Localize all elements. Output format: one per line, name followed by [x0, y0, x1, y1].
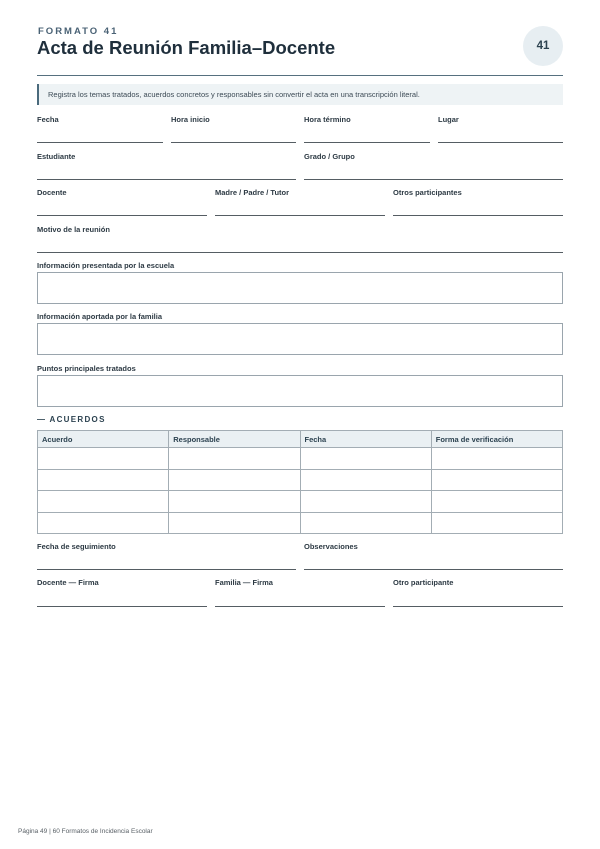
format-number-badge: 41: [523, 26, 563, 66]
fecha-seguimiento-field[interactable]: [37, 569, 296, 570]
table-cell[interactable]: [169, 512, 300, 534]
hora-termino-label: Hora término: [304, 115, 351, 124]
info-familia-textarea[interactable]: [37, 323, 563, 355]
table-cell[interactable]: [431, 491, 562, 513]
table-row: [38, 512, 563, 534]
madre-padre-tutor-field[interactable]: [215, 215, 385, 216]
page-footer: Página 49 | 60 Formatos de Incidencia Escolar: [18, 828, 153, 835]
estudiante-label: Estudiante: [37, 152, 76, 161]
info-familia-label: Información aportada por la familia: [37, 312, 163, 321]
table-row: [38, 491, 563, 513]
table-row: [38, 448, 563, 470]
table-cell[interactable]: [38, 448, 169, 470]
table-cell[interactable]: [300, 448, 431, 470]
motivo-label: Motivo de la reunión: [37, 225, 110, 234]
docente-field[interactable]: [37, 215, 207, 216]
format-kicker: FORMATO 41: [38, 26, 119, 37]
column-header-acuerdo: Acuerdo: [38, 431, 169, 448]
hora-termino-field[interactable]: [304, 142, 430, 143]
header-divider: [37, 75, 563, 76]
acuerdos-section-title: — ACUERDOS: [37, 415, 106, 424]
observaciones-label: Observaciones: [304, 542, 358, 551]
page-title: Acta de Reunión Familia–Docente: [37, 37, 336, 58]
familia-firma-label: Familia — Firma: [215, 578, 273, 587]
observaciones-field[interactable]: [304, 569, 563, 570]
hora-inicio-label: Hora inicio: [171, 115, 210, 124]
column-header-forma-verificacion: Forma de verificación: [431, 431, 562, 448]
info-escuela-label: Información presentada por la escuela: [37, 261, 175, 270]
table-cell[interactable]: [300, 491, 431, 513]
lugar-label: Lugar: [438, 115, 459, 124]
estudiante-field[interactable]: [37, 179, 296, 180]
table-cell[interactable]: [431, 512, 562, 534]
fecha-label: Fecha: [37, 115, 59, 124]
familia-firma-field[interactable]: [215, 606, 385, 607]
acuerdos-header-row: [38, 431, 563, 448]
fecha-field[interactable]: [37, 142, 163, 143]
hora-inicio-field[interactable]: [171, 142, 296, 143]
table-cell[interactable]: [431, 469, 562, 491]
otro-participante-label: Otro participante: [393, 578, 454, 587]
madre-padre-tutor-label: Madre / Padre / Tutor: [215, 188, 290, 197]
puntos-textarea[interactable]: [37, 375, 563, 407]
info-escuela-textarea[interactable]: [37, 272, 563, 304]
table-cell[interactable]: [300, 512, 431, 534]
instruction-note: [37, 84, 563, 105]
grado-grupo-field[interactable]: [304, 179, 563, 180]
otros-participantes-label: Otros participantes: [393, 188, 462, 197]
puntos-label: Puntos principales tratados: [37, 364, 136, 373]
acuerdos-table: [37, 430, 563, 534]
table-cell[interactable]: [38, 491, 169, 513]
table-cell[interactable]: [169, 491, 300, 513]
grado-grupo-label: Grado / Grupo: [304, 152, 355, 161]
column-header-fecha: Fecha: [300, 431, 431, 448]
otros-participantes-field[interactable]: [393, 215, 563, 216]
motivo-field[interactable]: [37, 252, 563, 253]
instruction-note-text: Registra los temas tratados, acuerdos concretos y responsables sin convertir el acta en una transcripción literal.: [48, 90, 420, 99]
table-cell[interactable]: [38, 469, 169, 491]
table-row: [38, 469, 563, 491]
table-cell[interactable]: [300, 469, 431, 491]
table-cell[interactable]: [38, 512, 169, 534]
docente-firma-field[interactable]: [37, 606, 207, 607]
table-cell[interactable]: [431, 448, 562, 470]
table-cell[interactable]: [169, 469, 300, 491]
lugar-field[interactable]: [438, 142, 563, 143]
fecha-seguimiento-label: Fecha de seguimiento: [37, 542, 116, 551]
docente-firma-label: Docente — Firma: [37, 578, 99, 587]
table-cell[interactable]: [169, 448, 300, 470]
docente-label: Docente: [37, 188, 67, 197]
column-header-responsable: Responsable: [169, 431, 300, 448]
otro-participante-field[interactable]: [393, 606, 563, 607]
